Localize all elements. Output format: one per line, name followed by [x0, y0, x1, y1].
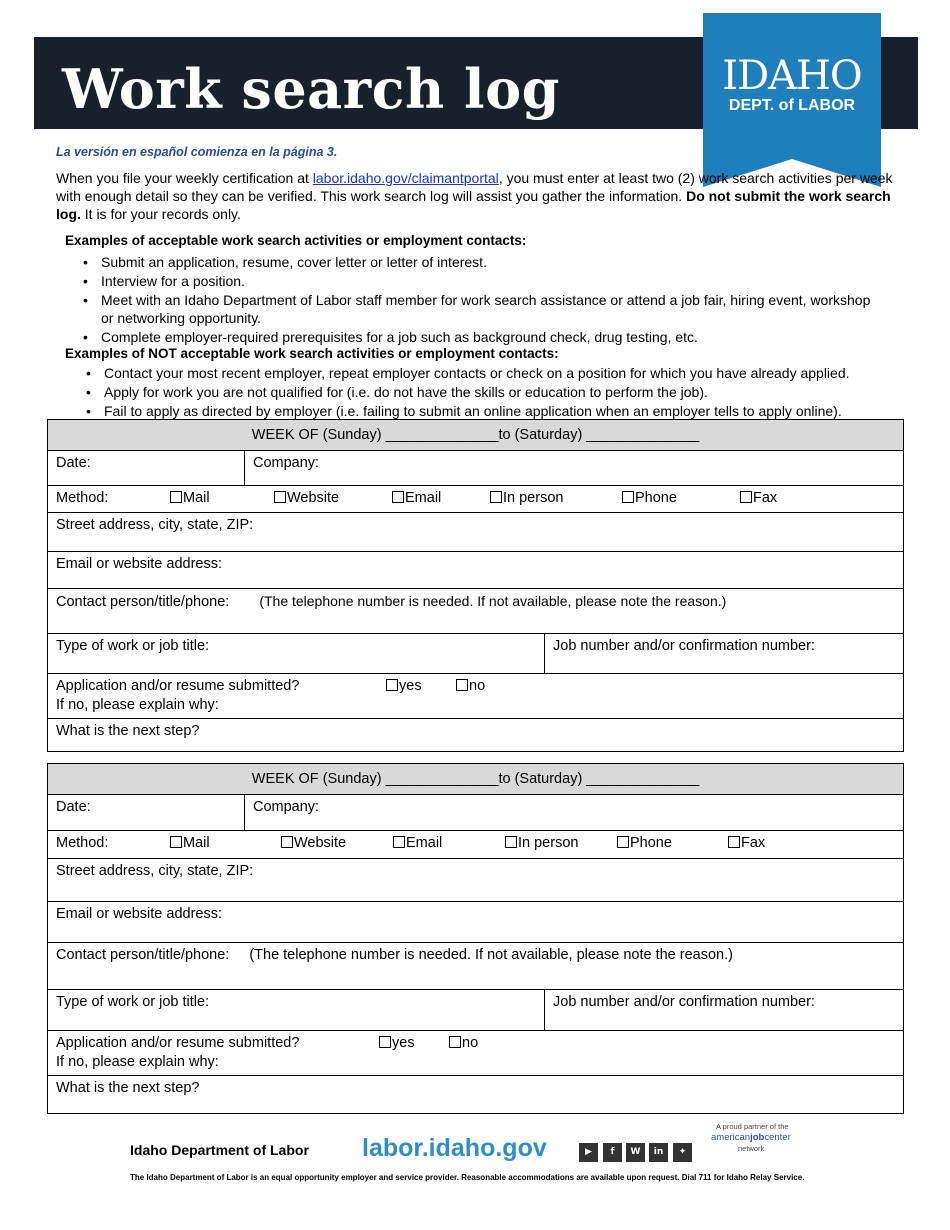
checkbox-icon [617, 836, 629, 848]
application-no-checkbox[interactable]: no [449, 1034, 478, 1053]
method-in-person-checkbox[interactable]: In person [490, 489, 622, 508]
application-label: Application and/or resume submitted? [56, 678, 300, 694]
week-of-field[interactable]: WEEK OF (Sunday) ______________to (Saturday) ______________ [48, 420, 904, 451]
checkbox-icon [379, 1036, 391, 1048]
youtube-icon[interactable]: ▶ [579, 1143, 598, 1162]
application-submitted-row [48, 674, 904, 719]
list-item: • Contact your most recent employer, repeat employer contacts or check on a position for which you have already applied. [84, 364, 914, 382]
next-step-field[interactable]: What is the next step? [48, 719, 904, 752]
method-row [48, 831, 904, 859]
contact-person-field[interactable] [48, 943, 904, 990]
method-mail-checkbox[interactable]: Mail [170, 834, 281, 853]
method-email-checkbox[interactable]: Email [392, 489, 490, 508]
checkbox-icon [622, 491, 634, 503]
checkbox-icon [740, 491, 752, 503]
list-item: • Meet with an Idaho Department of Labor staff member for work search assistance or attend a job fair, hiring event, workshop or networking opportunity. [81, 291, 881, 327]
company-field[interactable]: Company: [245, 795, 904, 831]
date-field[interactable]: Date: [48, 451, 245, 486]
explain-field[interactable]: If no, please explain why: [56, 697, 219, 713]
method-label: Method: [56, 835, 109, 851]
checkbox-icon [449, 1036, 461, 1048]
work-type-field[interactable]: Type of work or job title: [48, 634, 545, 674]
method-email-checkbox[interactable]: Email [393, 834, 505, 853]
contact-note: (The telephone number is needed. If not available, please note the reason.) [259, 593, 727, 609]
partner-tagline: A proud partner of the [716, 1122, 789, 1131]
method-phone-checkbox[interactable]: Phone [622, 489, 740, 508]
checkbox-icon [392, 491, 404, 503]
checkbox-icon [456, 679, 468, 691]
checkbox-icon [170, 836, 182, 848]
job-number-field[interactable]: Job number and/or confirmation number: [545, 990, 904, 1031]
checkbox-icon [281, 836, 293, 848]
list-item: • Interview for a position. [81, 272, 881, 290]
application-no-checkbox[interactable]: no [456, 677, 485, 696]
list-item: • Submit an application, resume, cover letter or letter of interest. [81, 253, 881, 271]
method-mail-checkbox[interactable]: Mail [170, 489, 274, 508]
checkbox-icon [505, 836, 517, 848]
logo-idaho-text: IDAHO [722, 53, 862, 99]
week-of-field[interactable]: WEEK OF (Sunday) ______________to (Saturday) ______________ [48, 764, 904, 795]
checkbox-icon [728, 836, 740, 848]
method-label: Method: [56, 490, 109, 506]
checkbox-icon [274, 491, 286, 503]
method-row [48, 486, 904, 513]
method-website-checkbox[interactable]: Website [274, 489, 392, 508]
not-acceptable-heading: Examples of NOT acceptable work search activities or employment contacts: [65, 346, 559, 361]
checkbox-icon [393, 836, 405, 848]
footer-dept-name: Idaho Department of Labor [130, 1142, 309, 1158]
page-title: Work search log [62, 57, 560, 121]
twitter-icon[interactable]: ✦ [673, 1143, 692, 1162]
linkedin-icon[interactable]: in [649, 1143, 668, 1162]
method-website-checkbox[interactable]: Website [281, 834, 393, 853]
facebook-icon[interactable]: f [603, 1143, 622, 1162]
contact-label: Contact person/title/phone: [56, 594, 230, 610]
checkbox-icon [170, 491, 182, 503]
not-acceptable-list [84, 364, 914, 421]
contact-note: (The telephone number is needed. If not available, please note the reason.) [249, 947, 733, 963]
application-yes-checkbox[interactable]: yes [386, 677, 456, 696]
list-item: • Complete employer-required prerequisites for a job such as background check, drug testing, etc. [81, 328, 881, 346]
method-in-person-checkbox[interactable]: In person [505, 834, 617, 853]
checkbox-icon [490, 491, 502, 503]
job-number-field[interactable]: Job number and/or confirmation number: [545, 634, 904, 674]
next-step-field[interactable]: What is the next step? [48, 1076, 904, 1114]
footer-website-link[interactable]: labor.idaho.gov [362, 1134, 547, 1162]
method-fax-checkbox[interactable]: Fax [740, 489, 777, 508]
wordpress-icon[interactable]: W [626, 1143, 645, 1162]
contact-label: Contact person/title/phone: [56, 947, 230, 963]
application-yes-checkbox[interactable]: yes [379, 1034, 449, 1053]
partner-network-text: network [738, 1144, 765, 1153]
intro-paragraph [56, 169, 916, 223]
list-item: • Fail to apply as directed by employer (i.e. failing to submit an online application when an employer tells to apply online). [84, 402, 914, 420]
email-website-field[interactable]: Email or website address: [48, 552, 904, 589]
street-address-field[interactable]: Street address, city, state, ZIP: [48, 859, 904, 902]
method-phone-checkbox[interactable]: Phone [617, 834, 728, 853]
list-item: • Apply for work you are not qualified for (i.e. do not have the skills or education to perform the job). [84, 383, 914, 401]
checkbox-icon [386, 679, 398, 691]
application-label: Application and/or resume submitted? [56, 1035, 300, 1051]
spanish-version-note: La versión en español comienza en la página 3. [56, 145, 338, 159]
date-field[interactable]: Date: [48, 795, 245, 831]
application-submitted-row [48, 1031, 904, 1076]
street-address-field[interactable]: Street address, city, state, ZIP: [48, 513, 904, 552]
method-fax-checkbox[interactable]: Fax [728, 834, 765, 853]
explain-field[interactable]: If no, please explain why: [56, 1054, 219, 1070]
american-job-center-logo: americanjobcenter [711, 1132, 791, 1143]
footer-disclaimer: The Idaho Department of Labor is an equal opportunity employer and service provider. Reasonable accommodations are available upon request. Dial 711 for Idaho Relay Service. [130, 1173, 805, 1182]
logo-dept-text: DEPT. of LABOR [728, 97, 856, 114]
intro-text-3: It is for your records only. [80, 206, 241, 222]
work-type-field[interactable]: Type of work or job title: [48, 990, 545, 1031]
intro-text-1: When you file your weekly certification at [56, 170, 313, 186]
company-field[interactable]: Company: [245, 451, 904, 486]
intro-bold-warning: Do not submit the work search log. [56, 188, 891, 222]
work-search-entry-1 [47, 419, 904, 752]
email-website-field[interactable]: Email or website address: [48, 902, 904, 943]
work-search-entry-2 [47, 763, 904, 1114]
acceptable-heading: Examples of acceptable work search activities or employment contacts: [65, 233, 527, 248]
intro-text-2: , you must enter at least two (2) work search activities per week with enough detail so they can be verified. This work search log will assist you gather the information. [56, 170, 893, 204]
acceptable-list [81, 253, 881, 347]
claimant-portal-link[interactable]: labor.idaho.gov/claimantportal [312, 170, 499, 186]
contact-person-field[interactable] [48, 589, 904, 634]
